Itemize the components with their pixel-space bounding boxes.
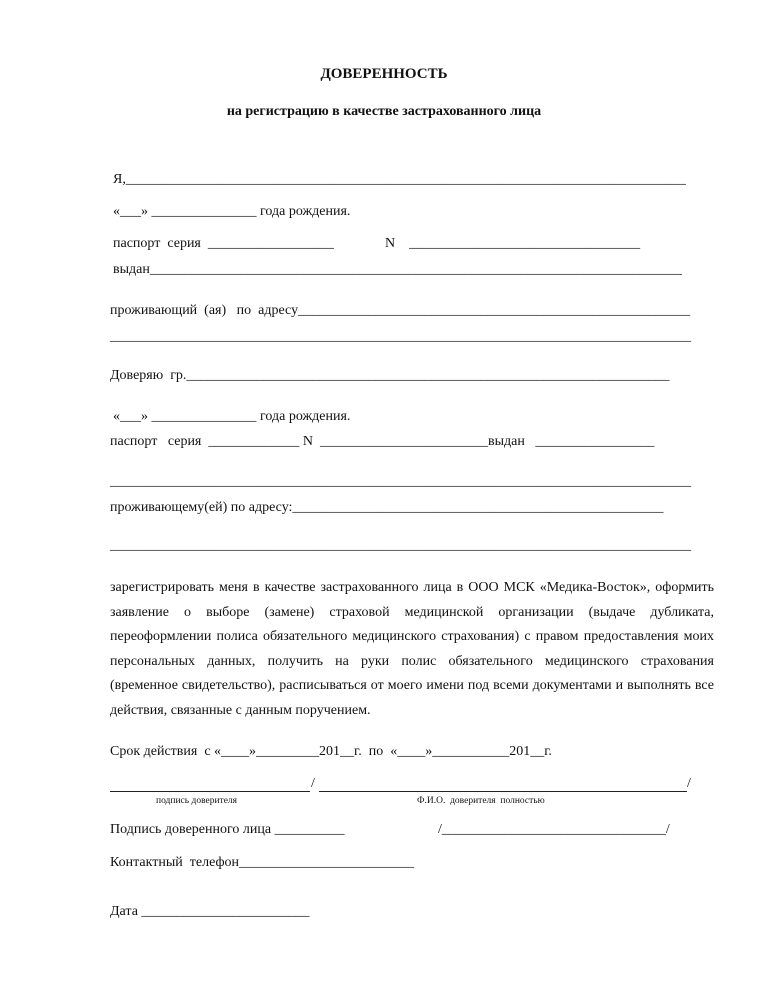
attorney-signature-field: Подпись доверенного лица __________	[110, 822, 345, 837]
fio-slash: /	[687, 776, 691, 791]
attorney-passport-field: паспорт серия _____________ N ________________________выдан _________________	[110, 434, 655, 449]
signature-slash: /	[311, 776, 315, 791]
phone-field: Контактный телефон_________________________	[110, 855, 415, 870]
page-title: ДОВЕРЕННОСТЬ	[320, 66, 448, 82]
principal-passport-series: паспорт серия __________________	[113, 236, 334, 251]
signer-fio-line	[319, 791, 687, 792]
authorization-text: зарегистрировать меня в качестве застрахованного лица в ООО МСК «Медика-Восток», оформить заявление о выборе (замене) страховой медицинской организации (выдаче дубликата, переоформлении полиса обязательного медицинского страхования) с правом предоставления моих персональных данных, получить на руки полис обязательного медицинского страхования (временное свидетельство), расписываться от моего имени под всеми документами и выполнять все действия, связанные с данным поручением.	[110, 580, 714, 718]
principal-address-line2: ___________________________________________________________________________________	[110, 329, 691, 344]
principal-passport-number: N _________________________________	[385, 236, 641, 251]
principal-issued-field: выдан____________________________________________________________________________	[113, 262, 682, 277]
validity-field: Срок действия с «____»_________201__г. по «____»___________201__г.	[110, 744, 552, 759]
fio-caption: Ф.И.О. доверителя полностью	[417, 796, 545, 806]
attorney-birth-field: «___» _______________ года рождения.	[113, 409, 351, 424]
principal-birth-field: «___» _______________ года рождения.	[113, 204, 351, 219]
attorney-address-field: проживающему(ей) по адресу:_____________________________________________________	[110, 500, 664, 515]
signer-signature-line	[110, 791, 310, 792]
attorney-extra-line: ___________________________________________________________________________________	[110, 474, 691, 489]
attorney-fio-field: /________________________________/	[438, 822, 670, 837]
signer-caption: подпись доверителя	[156, 796, 238, 806]
attorney-name-field: Доверяю гр._____________________________________________________________________	[110, 368, 670, 383]
date-field: Дата ________________________	[110, 904, 310, 919]
principal-address-field: проживающий (ая) по адресу________________________________________________________	[110, 303, 691, 318]
principal-name-field: Я,________________________________________________________________________________	[113, 172, 686, 187]
attorney-address-line2: ___________________________________________________________________________________	[110, 538, 691, 553]
page-subtitle: на регистрацию в качестве застрахованного лица	[226, 104, 542, 119]
